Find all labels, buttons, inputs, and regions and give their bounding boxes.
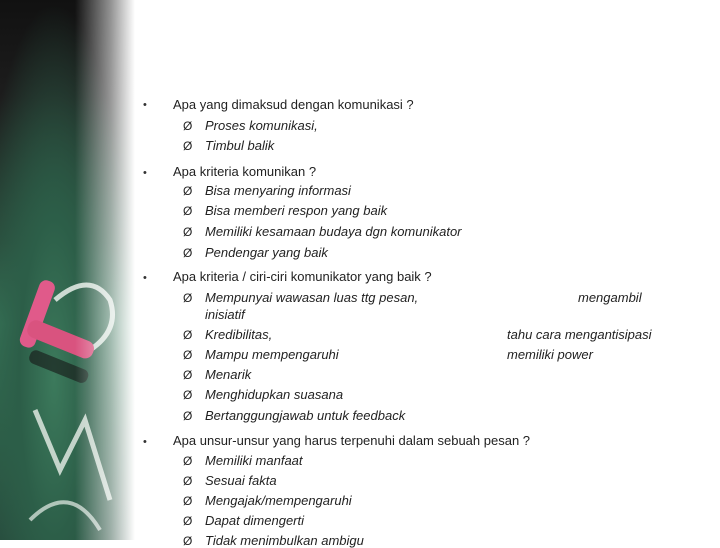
arrow-bullet-icon: Ø bbox=[183, 368, 193, 382]
list-item: Ø Menarik bbox=[183, 367, 252, 382]
arrow-bullet-icon: Ø bbox=[183, 139, 193, 153]
list-item: Ø Memiliki manfaat bbox=[183, 453, 303, 468]
side-note: memiliki power bbox=[507, 347, 593, 362]
arrow-bullet-icon: Ø bbox=[183, 204, 193, 218]
list-item: Ø Mempunyai wawasan luas ttg pesan, bbox=[183, 290, 419, 305]
list-item: Ø Timbul balik bbox=[183, 138, 275, 153]
arrow-bullet-icon: Ø bbox=[183, 534, 193, 548]
bullet: • bbox=[143, 99, 147, 111]
arrow-bullet-icon: Ø bbox=[183, 184, 193, 198]
arrow-bullet-icon: Ø bbox=[183, 409, 193, 423]
list-item: Ø Bertanggungjawab untuk feedback bbox=[183, 408, 406, 423]
list-item: Ø Tidak menimbulkan ambigu bbox=[183, 533, 364, 548]
arrow-bullet-icon: Ø bbox=[183, 494, 193, 508]
arrow-bullet-icon: Ø bbox=[183, 514, 193, 528]
question-heading: Apa unsur-unsur yang harus terpenuhi dalam sebuah pesan ? bbox=[173, 433, 531, 448]
question-heading: Apa kriteria komunikan ? bbox=[173, 164, 317, 179]
arrow-bullet-icon: Ø bbox=[183, 246, 193, 260]
side-note: tahu cara mengantisipasi bbox=[507, 327, 652, 342]
list-item: Ø Memiliki kesamaan budaya dgn komunikator bbox=[183, 224, 462, 239]
bullet: • bbox=[143, 436, 147, 448]
list-item: Ø Kredibilitas, bbox=[183, 327, 273, 342]
arrow-bullet-icon: Ø bbox=[183, 225, 193, 239]
arrow-bullet-icon: Ø bbox=[183, 474, 193, 488]
bullet: • bbox=[143, 167, 147, 179]
list-item: Ø Bisa menyaring informasi bbox=[183, 183, 351, 198]
arrow-bullet-icon: Ø bbox=[183, 454, 193, 468]
arrow-bullet-icon: Ø bbox=[183, 119, 193, 133]
list-item: Ø Mampu mempengaruhi bbox=[183, 347, 339, 362]
arrow-bullet-icon: Ø bbox=[183, 328, 193, 342]
question-heading: Apa yang dimaksud dengan komunikasi ? bbox=[173, 97, 414, 112]
list-item: Ø Mengajak/mempengaruhi bbox=[183, 493, 352, 508]
list-item: Ø Bisa memberi respon yang baik bbox=[183, 203, 388, 218]
arrow-bullet-icon: Ø bbox=[183, 348, 193, 362]
list-item: Ø Proses komunikasi, bbox=[183, 118, 318, 133]
arrow-bullet-icon: Ø bbox=[183, 388, 193, 402]
list-item: Ø Pendengar yang baik bbox=[183, 245, 328, 260]
list-item-continuation: inisiatif bbox=[205, 307, 245, 322]
bullet: • bbox=[143, 272, 147, 284]
question-heading: Apa kriteria / ciri-ciri komunikator yang baik ? bbox=[173, 269, 432, 284]
list-item: Ø Sesuai fakta bbox=[183, 473, 277, 488]
arrow-bullet-icon: Ø bbox=[183, 291, 193, 305]
side-note: mengambil bbox=[578, 290, 642, 305]
list-item: Ø Dapat dimengerti bbox=[183, 513, 304, 528]
list-item: Ø Menghidupkan suasana bbox=[183, 387, 344, 402]
